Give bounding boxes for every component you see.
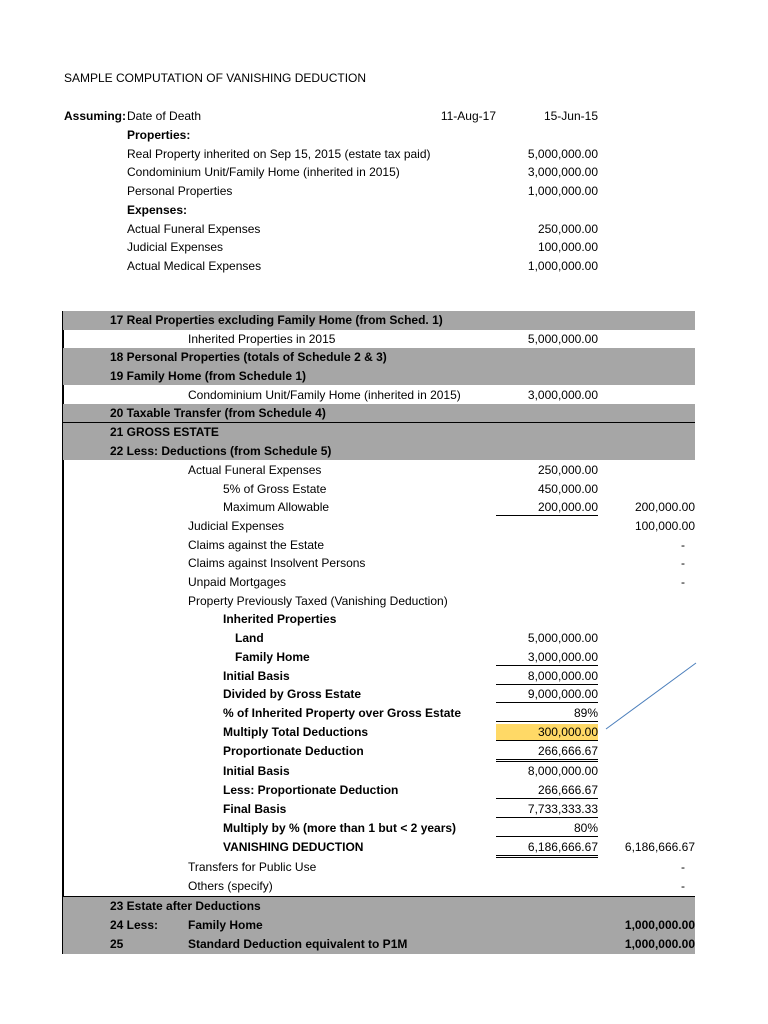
date-of-death-label: Date of Death: [127, 109, 202, 123]
row-24-total: 1,000,000.00: [624, 918, 695, 932]
page-title: SAMPLE COMPUTATION OF VANISHING DEDUCTION: [64, 71, 367, 85]
property-amount: 3,000,000.00: [527, 165, 598, 179]
row-24-number: 24 Less:: [110, 918, 159, 932]
assuming-label: Assuming:: [64, 109, 127, 123]
mortgages-total: -: [681, 575, 685, 589]
prior-date-value: 15-Jun-15: [543, 109, 598, 123]
max-allow-label: Maximum Allowable: [223, 500, 330, 514]
ppt-label: Property Previously Taxed (Vanishing Deduction): [188, 594, 448, 608]
pct-inh-label: % of Inherited Property over Gross Estate: [223, 706, 462, 720]
land-label: Land: [235, 631, 264, 645]
vanishing-label: VANISHING DEDUCTION: [223, 840, 364, 854]
row-19a-label: Condominium Unit/Family Home (inherited in 2015): [188, 388, 461, 402]
row-17-heading: 17 Real Properties excluding Family Home (from Sched. 1): [110, 313, 443, 327]
funeral-label: Actual Funeral Expenses: [188, 463, 322, 477]
annotation-connector: [606, 663, 696, 729]
expense-amount: 1,000,000.00: [527, 259, 598, 273]
row-23-heading: 23 Estate after Deductions: [110, 899, 261, 913]
property-label: Condominium Unit/Family Home (inherited in 2015): [127, 165, 400, 179]
row-25-number: 25: [110, 937, 124, 951]
others-total: -: [681, 879, 685, 893]
prop-ded-amount: 266,666.67: [496, 743, 598, 762]
pct-gross-amount: 450,000.00: [537, 482, 598, 496]
init-basis2-amount: 8,000,000.00: [527, 764, 598, 778]
pct-gross-label: 5% of Gross Estate: [223, 482, 327, 496]
property-label: Personal Properties: [127, 184, 233, 198]
row-17a-label: Inherited Properties in 2015: [188, 332, 336, 346]
row-19a-amount: 3,000,000.00: [527, 388, 598, 402]
max-allow-amount: 200,000.00: [496, 499, 598, 516]
claims-label: Claims against the Estate: [188, 538, 325, 552]
public-use-label: Transfers for Public Use: [188, 860, 317, 874]
expense-amount: 250,000.00: [537, 222, 598, 236]
claims-total: -: [681, 538, 685, 552]
land-amount: 5,000,000.00: [527, 631, 598, 645]
row-17a-amount: 5,000,000.00: [527, 332, 598, 346]
row-24-label: Family Home: [188, 918, 263, 932]
mortgages-label: Unpaid Mortgages: [188, 575, 287, 589]
row-25-label: Standard Deduction equivalent to P1M: [188, 937, 408, 951]
fam-home-amount: 3,000,000.00: [496, 649, 598, 666]
date-of-death-value: 11-Aug-17: [440, 109, 496, 123]
property-amount: 5,000,000.00: [527, 147, 598, 161]
row-25-total: 1,000,000.00: [624, 937, 695, 951]
property-amount: 1,000,000.00: [527, 184, 598, 198]
init-basis2-label: Initial Basis: [223, 764, 290, 778]
row-22-heading: 22 Less: Deductions (from Schedule 5): [110, 444, 332, 458]
expense-label: Actual Medical Expenses: [127, 259, 262, 273]
properties-label: Properties:: [127, 128, 191, 142]
inh-props-label: Inherited Properties: [223, 612, 337, 626]
fam-home-label: Family Home: [235, 650, 310, 664]
expense-label: Judicial Expenses: [127, 240, 224, 254]
div-gross-label: Divided by Gross Estate: [223, 687, 362, 701]
mult-total-amount[interactable]: 300,000.00: [496, 724, 598, 741]
final-basis-amount: 7,733,333.33: [496, 801, 598, 818]
property-label: Real Property inherited on Sep 15, 2015 (estate tax paid): [127, 147, 431, 161]
row-21-heading: 21 GROSS ESTATE: [110, 425, 219, 439]
public-use-total: -: [681, 860, 685, 874]
less-prop-amount: 266,666.67: [496, 782, 598, 799]
mult-pct-label: Multiply by % (more than 1 but < 2 years): [223, 821, 457, 835]
init-basis-amount: 8,000,000.00: [496, 668, 598, 685]
insolvent-total: -: [681, 556, 685, 570]
judicial-label: Judicial Expenses: [188, 519, 285, 533]
init-basis-label: Initial Basis: [223, 669, 290, 683]
vanishing-amount: 6,186,666.67: [496, 839, 598, 858]
row-20-heading: 20 Taxable Transfer (from Schedule 4): [110, 406, 326, 420]
expense-amount: 100,000.00: [537, 240, 598, 254]
insolvent-label: Claims against Insolvent Persons: [188, 556, 366, 570]
final-basis-label: Final Basis: [223, 802, 287, 816]
pct-inh-amount: 89%: [496, 705, 598, 722]
vanishing-total: 6,186,666.67: [624, 840, 695, 854]
less-prop-label: Less: Proportionate Deduction: [223, 783, 399, 797]
expenses-label: Expenses:: [127, 203, 188, 217]
mult-pct-amount: 80%: [496, 820, 598, 837]
mult-total-label: Multiply Total Deductions: [223, 725, 369, 739]
expense-label: Actual Funeral Expenses: [127, 222, 261, 236]
others-label: Others (specify): [188, 879, 273, 893]
judicial-total: 100,000.00: [634, 519, 695, 533]
div-gross-amount: 9,000,000.00: [496, 686, 598, 703]
max-allow-total: 200,000.00: [634, 500, 695, 514]
row-19-heading: 19 Family Home (from Schedule 1): [110, 369, 307, 383]
funeral-amount: 250,000.00: [537, 463, 598, 477]
row-18-heading: 18 Personal Properties (totals of Schedule 2 & 3): [110, 350, 387, 364]
prop-ded-label: Proportionate Deduction: [223, 744, 364, 758]
